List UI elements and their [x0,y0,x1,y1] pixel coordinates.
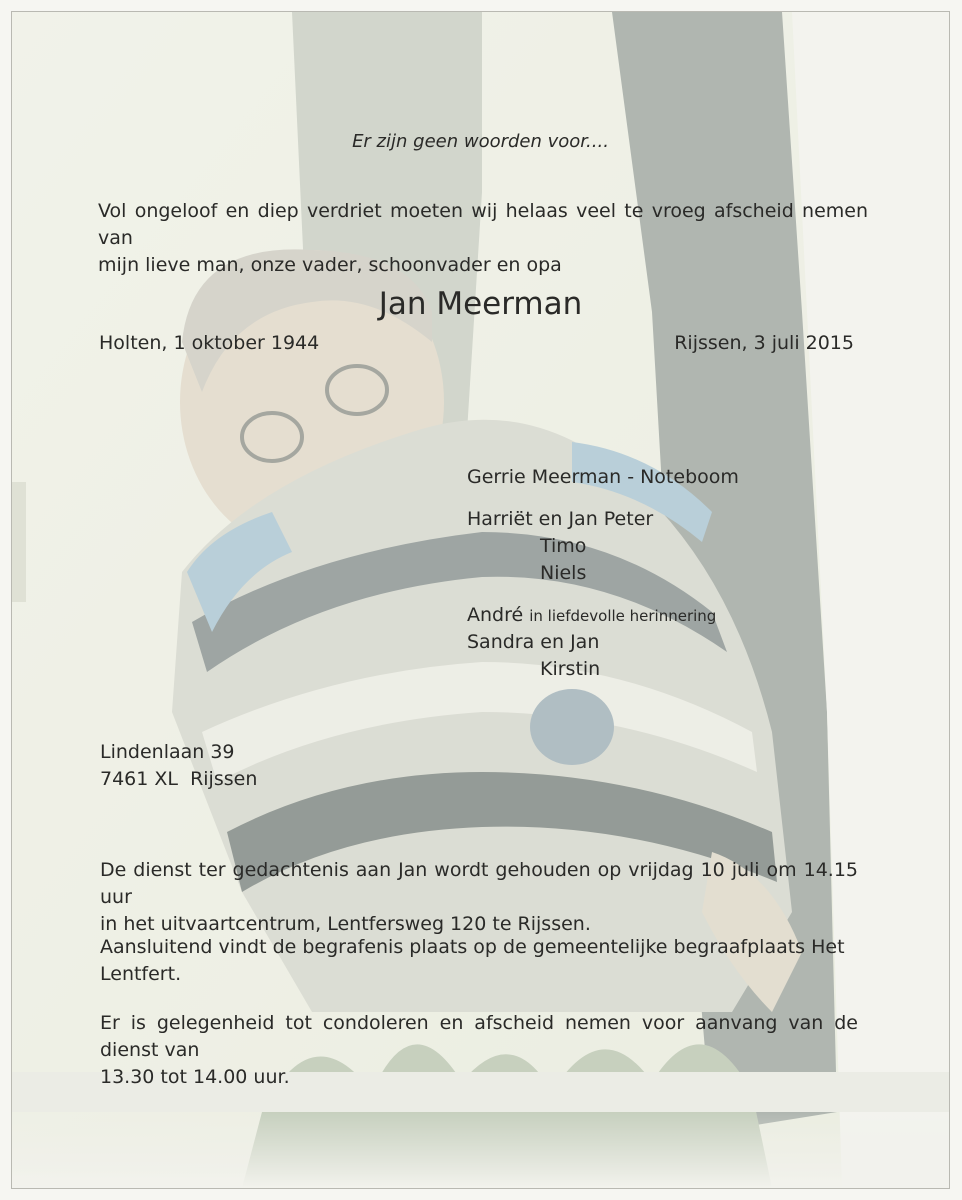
memorial-card [11,11,950,1189]
family-child-3: Sandra en Jan [467,631,600,653]
family-child-2 [467,602,739,629]
condolence-line-1: Er is gelegenheid tot condoleren en afscheid nemen voor aanvang van de dienst van [100,1012,858,1061]
family-grandchild-2: Niels [540,562,587,584]
burial-paragraph [100,934,858,988]
death-place-date: Rijssen, 3 juli 2015 [674,332,854,354]
service-paragraph [100,857,858,938]
motto: Er zijn geen woorden voor.... [352,131,609,152]
family-spouse: Gerrie Meerman - Noteboom [467,466,739,488]
condolence-line-2: 13.30 tot 14.00 uur. [100,1066,290,1088]
service-line-1: De dienst ter gedachtenis aan Jan wordt gehouden op vrijdag 10 juli om 14.15 uur [100,859,858,908]
burial-line-1: Aansluitend vindt de begrafenis plaats op de gemeentelijke begraafplaats Het [100,936,845,958]
deceased-name: Jan Meerman [378,286,583,322]
service-line-2: in het uitvaartcentrum, Lentfersweg 120 te Rijssen. [100,913,591,935]
family-child-2-name: André [467,604,524,626]
intro-line-2: mijn lieve man, onze vader, schoonvader en opa [98,254,562,276]
condolence-paragraph [100,1010,858,1091]
family-list [467,464,739,683]
address-city: 7461 XL Rijssen [100,768,258,790]
family-child-1: Harriët en Jan Peter [467,508,654,530]
home-address [100,739,257,793]
family-grandchild-3: Kirstin [540,658,601,680]
address-street: Lindenlaan 39 [100,741,235,763]
intro-line-1: Vol ongeloof en diep verdriet moeten wij helaas veel te vroeg afscheid nemen van [98,200,868,249]
family-child-2-note: in liefdevolle herinnering [529,607,717,625]
birth-place-date: Holten, 1 oktober 1944 [99,332,320,354]
intro-text [98,198,868,279]
burial-line-2: Lentfert. [100,963,182,985]
family-grandchild-1: Timo [540,535,587,557]
